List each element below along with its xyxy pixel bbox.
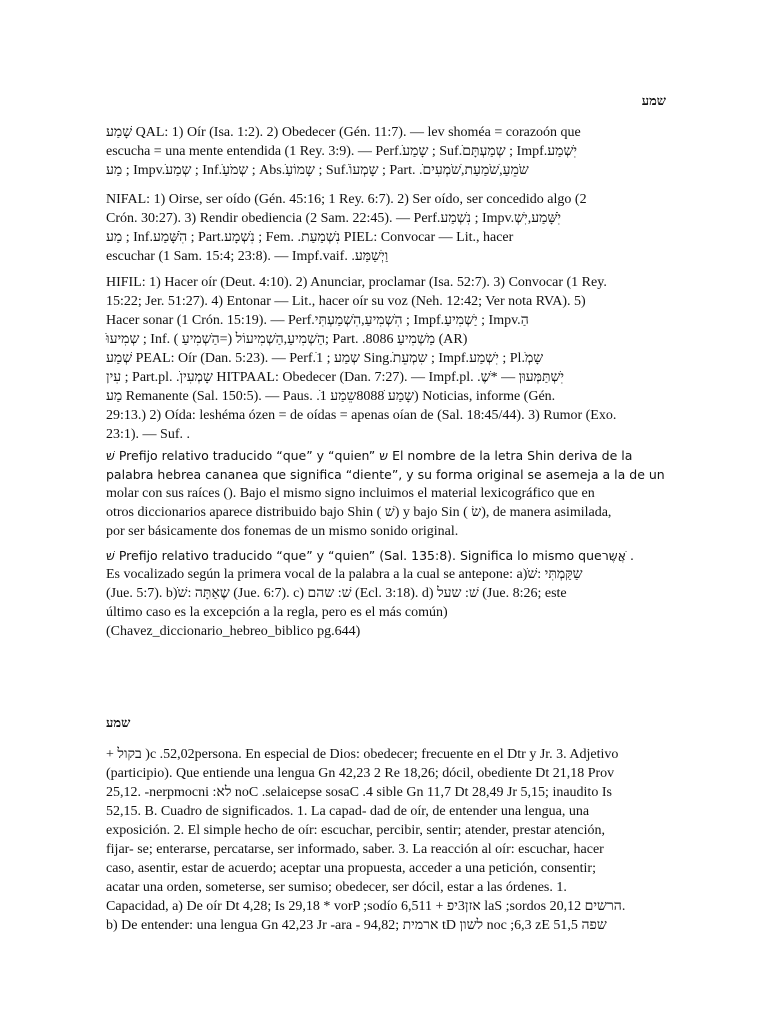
entry-heading-2: שמע <box>106 715 131 730</box>
text-line: por ser básicamente dos fonemas de un mismo sonido original. <box>106 524 459 539</box>
text-line: caso, asentir, estar de acuerdo; aceptar una propuesta, acceder a una petición, consentir; <box>106 861 596 876</box>
text-line: ׁשְמִיעוּ ; Inf. הַׁשְמִיעַ,הַׁשְמִיעוֹל (=הַׁשְמִיעַ ); Part. .מַׁשְמִיעַ 8086 (AR) <box>106 332 468 347</box>
text-line: HIFIL: 1) Hacer oír (Deut. 4:10). 2) Anunciar, proclamar (Isa. 52:7). 3) Convocar (1 Rey. <box>106 275 607 290</box>
text-line: שְׁמַע PEAL: Oír (Dan. 5:23). — Perf.ׁשְמַע ; 1 Sing.ׁשִמְעֵת ; Impf.יִׁשְמַע ; Pl.ׁשָמְ <box>106 351 544 366</box>
text-line: Es vocalizado según la primera vocal de la palabra a la cual se antepone: a)ׁשַקַּמְתִּי :שׁ <box>106 567 583 582</box>
text-line: + בקול )c .52,02persona. En especial de Dios: obedecer; frecuente en el Dtr y Jr. 3. Adjetivo <box>106 747 619 762</box>
text-line: escuchar (1 Sam. 15:4; 23:8). — Impf.vaif. .וַיְׁשַמַּע <box>106 249 389 264</box>
text-line: 52,15. B. Cuadro de significados. 1. La capad- dad de oír, de entender una lengua, una <box>106 804 590 819</box>
text-line: מַע ; Impv.ׁשְמַע ; Inf.ׁשְמֹעַ ; Abs.ׁשָמוֹעַ ; Suf.ׁשָמְעוֹ ; Part. .ׁשֹמֵעַ,ׁשֹמַעַת,ׁשֹמְעִים <box>106 163 529 178</box>
text-line: מַע Remanente (Sal. 150:5). — Paus. .ׁשָמַע 8088ׁשֵמַע 1) Noticias, informe (Gén. <box>106 389 556 404</box>
text-line: 23:1). — Suf. . <box>106 427 190 442</box>
nifal-paragraph <box>106 190 666 266</box>
text-line: מַע ; Inf.הִׁשָּׁמַע ; Part.נִׁשְמָע ; Fem. .נִׁשְמַעַת PIEL: Convocar — Lit., hacer <box>106 230 514 245</box>
text-line: acatar una orden, someterse, ser sumiso; obedecer, ser dócil, estar a las órdenes. 1. <box>106 880 567 895</box>
text-line: 25,12. -nerpmocni :לא noC .selaicepse sosaC .4 sible Gn 11,7 Dt 28,49 Jr 5,15; inaudito Is <box>106 785 612 800</box>
text-line: (Chavez_diccionario_hebreo_biblico pg.644) <box>106 624 361 639</box>
text-line: 15:22; Jer. 51:27). 4) Entonar — Lit., hacer oír su voz (Neh. 12:42; Ver nota RVA). 5) <box>106 294 586 309</box>
relative-prefix-paragraph <box>106 546 666 641</box>
text-line: (Jue. 5:7). b)ׁשֶאַתָּה :שׁ (Jue. 6:7). c) שׁ: שהם (Ecl. 3:18). d) שׁ: שעל (Jue. 8:26; este <box>106 586 567 601</box>
text-line: palabra hebrea cananea que significa “diente”, y su forma original se asemeja a la de un <box>106 467 665 482</box>
text-line: עִין ; Part.pl. .ׁשָמְעִין HITPAAL: Obedecer (Dan. 7:27). — Impf.pl. .יִׁשְתַּמְּעוּן — *ׁשֶ <box>106 370 565 385</box>
text-line: otros diccionarios aparece distribuido bajo Shin ( שׁ) y bajo Sin ( שׂ), de manera asimilada, <box>106 505 612 520</box>
text-line: molar con sus raíces (). Bajo el mismo signo incluimos el material lexicográfico que en <box>106 486 595 501</box>
text-line: escucha = una mente entendida (1 Rey. 3:9). — Perf.ׁשָמַע ; Suf.ׁשְמַעְתָּם ; Impf.יִׁשְמַע <box>106 144 578 159</box>
text-line: (participio). Que entiende una lengua Gn 42,23 2 Re 18,26; dócil, obediente Dt 21,18 Prov <box>106 766 615 781</box>
text-line: último caso es la excepción a la regla, pero es el más común) <box>106 605 448 620</box>
text-line: Capacidad, a) De oír Dt 4,28; Is 29,18 * vorP ;sodío אזן3יפ + 6,511 laS ;sordos הרשים 20,12. <box>106 899 626 914</box>
text-line: 29:13.) 2) Oída: leshéma ózen = de oídas = apenas oían de (Sal. 18:45/44). 3) Rumor (Exo. <box>106 408 617 423</box>
text-line: fijar- se; enterarse, percatarse, ser informado, saber. 3. La reacción al oír: escuchar, hacer <box>106 842 604 857</box>
entry-heading-1: שמע <box>641 93 666 108</box>
text-line: Crón. 30:27). 3) Rendir obediencia (2 Sam. 22:45). — Perf.נִׁשְמַע ; Impv.יִׁשָּׁמַע,יִׁשְ <box>106 211 562 226</box>
second-entry-paragraph <box>106 745 666 935</box>
text-line: שָׁמַע QAL: 1) Oír (Isa. 1:2). 2) Obedecer (Gén. 11:7). — lev shoméa = corazoón que <box>106 125 581 140</box>
text-line: NIFAL: 1) Oirse, ser oído (Gén. 45:16; 1 Rey. 6:7). 2) Ser oído, ser concedido algo (2 <box>106 192 587 207</box>
hifil-paragraph <box>106 273 666 444</box>
text-line: שׁ Prefijo relativo traducido “que” y “quien” (Sal. 135:8). Significa lo mismo queאֲׁשֶר . <box>106 548 634 563</box>
qal-paragraph <box>106 123 666 180</box>
text-line: b) De entender: una lengua Gn 42,23 Jr -ara - ארמית ;94,82 tD לשון noc ;6,3 zE 51,5 שפה <box>106 918 607 933</box>
text-line: שׁ Prefijo relativo traducido “que” y “quien” ש El nombre de la letra Shin deriva de la <box>106 448 633 463</box>
shin-paragraph <box>106 446 666 541</box>
text-line: exposición. 2. El simple hecho de oír: escuchar, percibir, sentir; atender, prestar atención, <box>106 823 606 838</box>
text-line: Hacer sonar (1 Crón. 15:19). — Perf.הִׁשְמִיעַ,הִׁשְמַעְתִּי ; Impf.יַׁשְמִיעַ ; Impv.הַ <box>106 313 529 328</box>
